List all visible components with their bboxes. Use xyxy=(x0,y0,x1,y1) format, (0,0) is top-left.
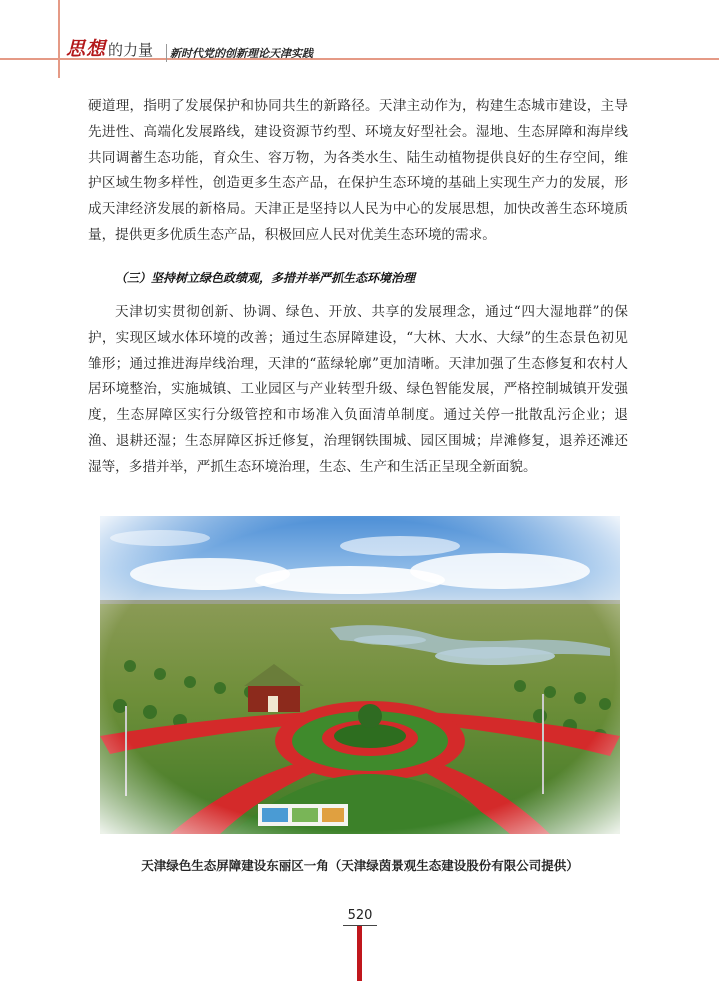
ecological-barrier-photo xyxy=(100,516,620,834)
section-subheading: （三）坚持树立绿色政绩观，多措并举严抓生态环境治理 xyxy=(115,271,416,285)
header-vertical-rule xyxy=(58,0,60,78)
header-subtitle: 新时代党的创新理论天津实践 xyxy=(170,47,313,60)
paragraph-2: 天津切实贯彻创新、协调、绿色、开放、共享的发展理念，通过“四大湿地群”的保护，实现区域水体环境的改善；通过生态屏障建设，“大林、大水、大绿”的生态景色初见雏形；通过推进海岸线治理，天津的“蓝绿轮廓”更加清晰。天津加强了生态修复和农村人居环境整治，实施城镇、工业园区与产业转型升级、绿色智能发展，严格控制城镇开发强度，生态屏障区实行分级管控和市场准入负面清单制度。通过关停一批散乱污企业；退渔、退耕还湿；生态屏障区拆迁修复，治理钢铁围城、园区围城；岸滩修复，退养还滩还湿等，多措并举，严抓生态环境治理，生态、生产和生活正呈现全新面貌。 xyxy=(88,304,628,475)
brand-main-text: 思想 xyxy=(66,38,107,60)
header-divider xyxy=(166,44,167,62)
book-brand xyxy=(66,34,153,60)
paragraph-1: 硬道理，指明了发展保护和协同共生的新路径。天津主动作为，构建生态城市建设，主导先进性、高端化发展路线，建设资源节约型、环境友好型社会。湿地、生态屏障和海岸线共同调蓄生态功能，育众生、容万物，为各类水生、陆生动植物提供良好的生存空间，维护区域生物多样性，创造更多生态产品，在保护生态环境的基础上实现生产力的发展，形成天津经济发展的新格局。天津正是坚持以人民为中心的发展思想，加快改善生态环境质量，提供更多优质生态产品，积极回应人民对优美生态环境的需求。 xyxy=(88,98,628,243)
brand-rest-text: 的力量 xyxy=(108,41,154,59)
page-number-bar xyxy=(357,926,362,981)
page-header xyxy=(0,0,719,80)
figure-caption: 天津绿色生态屏障建设东丽区一角（天津绿茵景观生态建设股份有限公司提供） xyxy=(141,858,579,873)
page-number: 520 xyxy=(347,908,373,923)
